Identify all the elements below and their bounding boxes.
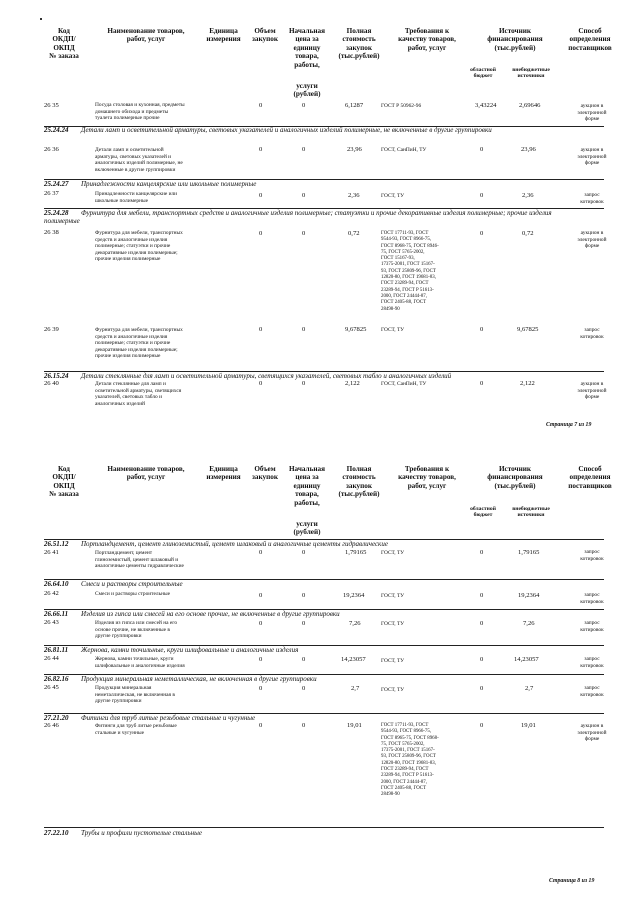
header-unit: Единица измерения bbox=[206, 27, 241, 44]
extrabudget-value: 19,2364 bbox=[518, 592, 540, 599]
section-title: Трубы и профили пустотелые стальные bbox=[81, 829, 202, 837]
header-price-services: услуги (рублей) bbox=[293, 82, 321, 99]
regional-budget-value: 0 bbox=[480, 592, 484, 599]
price-value: 0 bbox=[302, 722, 306, 729]
extrabudget-value: 2,7 bbox=[525, 685, 534, 692]
order-number: 26 45 bbox=[44, 684, 59, 691]
section-heading bbox=[44, 180, 604, 188]
header-method: Способ определения поставщиков bbox=[568, 27, 612, 52]
header-requirements: Требования к качеству товаров, работ, услуг bbox=[398, 465, 456, 490]
header-funding: Источник финансирования (тыс.рублей) bbox=[487, 27, 543, 52]
price-value: 0 bbox=[302, 380, 306, 387]
quality-requirements: ГОСТ 17711-93, ГОСТ 9544-93, ГОСТ 8966-75, ГОСТ 8965-75, ГОСТ 8968- 75, ГОСТ 5765-2002, 17375-2001, ГОСТ 15167- 93, ГОСТ 25809-96, ГОСТ 12820-80, ГОСТ 19681-83, ГОСТ 23289-94, ГОСТ 23289-94, ГОСТ Р 51613- 2000, ГОСТ 24444-87, ГОСТ 2405-88, ГОСТ 28498-90 bbox=[381, 723, 439, 798]
regional-budget-value: 0 bbox=[480, 722, 484, 729]
header-extrabudget: внебюджетные источники bbox=[512, 67, 550, 80]
extrabudget-value: 19,01 bbox=[521, 722, 536, 729]
section-code: 26.82.16 bbox=[44, 675, 69, 683]
volume-value: 0 bbox=[259, 656, 263, 663]
volume-value: 0 bbox=[259, 722, 263, 729]
section-heading bbox=[44, 372, 604, 380]
section-code: 26.64.10 bbox=[44, 580, 69, 588]
price-value: 0 bbox=[302, 192, 306, 199]
section-code: 25.24.27 bbox=[44, 180, 69, 188]
procurement-method: запрос котировок bbox=[580, 620, 604, 633]
quality-requirements: ГОСТ, ТУ bbox=[381, 550, 405, 556]
page-footer: Страница 8 из 19 bbox=[549, 878, 595, 884]
header-volume: Объем закупок bbox=[252, 27, 278, 44]
item-name: Фурнитура для мебели, транспортных средств и аналогичные изделия полимерные; статуэтки и прочие декоративные изделия полимерные; прочие изделия полимерные bbox=[95, 327, 183, 360]
item-name: Посуда столовая и кухонная, предметы домашнего обихода и предметы туалета полимерные прочие bbox=[95, 102, 185, 122]
header-cost: Полная стоимость закупок (тыс.рублей) bbox=[338, 465, 380, 499]
section-title: Фурнитура для мебели, транспортных средств и аналогичные изделия полимерные; статуэтки и прочие декоративные изделия полимерные; прочие изделия полимерные bbox=[44, 209, 552, 225]
procurement-method: запрос котировок bbox=[580, 685, 604, 698]
section-heading bbox=[44, 580, 604, 588]
regional-budget-value: 0 bbox=[480, 380, 484, 387]
quality-requirements: ГОСТ, ТУ bbox=[381, 621, 405, 627]
section-code: 25.24.28 bbox=[44, 209, 69, 217]
header-name: Наименование товаров, работ, услуг bbox=[107, 465, 185, 482]
section-title: Детали стеклянные для ламп и осветительной арматуры, светящихся указателей, световых табло и аналогичных изделий bbox=[81, 372, 452, 380]
header-requirements: Требования к качеству товаров, работ, услуг bbox=[398, 27, 456, 52]
extrabudget-value: 9,67825 bbox=[517, 326, 539, 333]
regional-budget-value: 0 bbox=[480, 192, 484, 199]
section-title: Детали ламп и осветительной арматуры, световых указателей и аналогичных изделий полимерные, не включенные в другие группировки bbox=[81, 126, 492, 134]
cost-value: 2,7 bbox=[351, 685, 360, 692]
header-code: Код ОКДП/ ОКПД № заказа bbox=[49, 465, 79, 499]
extrabudget-value: 2,69646 bbox=[519, 102, 541, 109]
procurement-method: аукцион в электронной форме bbox=[577, 230, 607, 250]
order-number: 26 43 bbox=[44, 619, 59, 626]
section-title: Фитинги для труб литые резьбовые стальные и чугунные bbox=[81, 714, 256, 722]
volume-value: 0 bbox=[259, 146, 263, 153]
volume-value: 0 bbox=[259, 685, 263, 692]
header-method: Способ определения поставщиков bbox=[568, 465, 612, 490]
cost-value: 0,72 bbox=[348, 230, 360, 237]
volume-value: 0 bbox=[259, 230, 263, 237]
regional-budget-value: 0 bbox=[480, 230, 484, 237]
header-unit: Единица измерения bbox=[206, 465, 241, 482]
order-number: 26 42 bbox=[44, 590, 59, 597]
order-number: 26 46 bbox=[44, 722, 59, 729]
regional-budget-value: 0 bbox=[480, 549, 484, 556]
cost-value: 19,01 bbox=[347, 722, 362, 729]
section-title: Жернова, камни точильные, круги шлифовальные и аналогичные изделия bbox=[81, 646, 299, 654]
regional-budget-value: 0 bbox=[480, 326, 484, 333]
header-name: Наименование товаров, работ, услуг bbox=[107, 27, 185, 44]
quality-requirements: ГОСТ, ТУ bbox=[381, 327, 405, 333]
regional-budget-value: 3,43224 bbox=[475, 102, 497, 109]
volume-value: 0 bbox=[259, 192, 263, 199]
regional-budget-value: 0 bbox=[480, 656, 484, 663]
page-footer: Страница 7 из 19 bbox=[546, 422, 592, 428]
section-title: Принадлежности канцелярские или школьные полимерные bbox=[81, 180, 257, 188]
item-name: Изделия из гипса или смесей на его основе прочие, не включенные в другие группировки bbox=[95, 620, 178, 640]
volume-value: 0 bbox=[259, 620, 263, 627]
extrabudget-value: 1,79165 bbox=[518, 549, 540, 556]
volume-value: 0 bbox=[259, 592, 263, 599]
header-regional: областной бюджет bbox=[470, 67, 496, 80]
price-value: 0 bbox=[302, 102, 306, 109]
extrabudget-value: 0,72 bbox=[522, 230, 534, 237]
section-heading bbox=[44, 646, 604, 654]
order-number: 26 40 bbox=[44, 380, 59, 387]
header-extrabudget: внебюджетные источники bbox=[512, 506, 550, 519]
volume-value: 0 bbox=[259, 380, 263, 387]
procurement-method: запрос котировок bbox=[580, 592, 604, 605]
item-name: Фитинги для труб литые резьбовые стальные и чугунные bbox=[95, 723, 177, 736]
cost-value: 2,36 bbox=[348, 192, 360, 199]
quality-requirements: ГОСТ, ТУ bbox=[381, 658, 405, 664]
header-price: Начальная цена за единицу товара, работы, bbox=[288, 465, 326, 507]
price-value: 0 bbox=[302, 326, 306, 333]
order-number: 26 36 bbox=[44, 146, 59, 153]
scan-speck bbox=[40, 18, 42, 20]
cost-value: 23,96 bbox=[347, 146, 362, 153]
section-heading bbox=[44, 540, 604, 548]
price-value: 0 bbox=[302, 592, 306, 599]
order-number: 26 37 bbox=[44, 190, 59, 197]
header-cost: Полная стоимость закупок (тыс.рублей) bbox=[338, 27, 380, 61]
cost-value: 14,23057 bbox=[341, 656, 366, 663]
quality-requirements: ГОСТ, ТУ bbox=[381, 687, 405, 693]
price-value: 0 bbox=[302, 685, 306, 692]
procurement-method: запрос котировок bbox=[580, 192, 604, 205]
header-regional: областной бюджет bbox=[470, 506, 496, 519]
order-number: 26 39 bbox=[44, 326, 59, 333]
section-code: 26.15.24 bbox=[44, 372, 69, 380]
regional-budget-value: 0 bbox=[480, 620, 484, 627]
price-value: 0 bbox=[302, 230, 306, 237]
cost-value: 2,122 bbox=[345, 380, 360, 387]
quality-requirements: ГОСТ, СанПиН, ТУ bbox=[381, 147, 427, 153]
volume-value: 0 bbox=[259, 549, 263, 556]
procurement-method: аукцион в электронной форме bbox=[577, 381, 607, 401]
extrabudget-value: 7,26 bbox=[523, 620, 535, 627]
section-heading bbox=[44, 610, 604, 618]
section-code: 26.81.11 bbox=[44, 646, 69, 654]
procurement-method: аукцион в электронной форме bbox=[577, 723, 607, 743]
section-rule bbox=[44, 827, 604, 828]
regional-budget-value: 0 bbox=[480, 685, 484, 692]
extrabudget-value: 14,23057 bbox=[514, 656, 539, 663]
section-code: 27.21.20 bbox=[44, 714, 69, 722]
procurement-method: аукцион в электронной форме bbox=[577, 103, 607, 123]
item-name: Фурнитура для мебели, транспортных средств и аналогичные изделия полимерные; статуэтки и прочие декоративные изделия полимерные; прочие изделия полимерные bbox=[95, 230, 183, 263]
quality-requirements: ГОСТ, ТУ bbox=[381, 193, 405, 199]
regional-budget-value: 0 bbox=[480, 146, 484, 153]
section-title: Смеси и растворы строительные bbox=[81, 580, 183, 588]
price-value: 0 bbox=[302, 620, 306, 627]
price-value: 0 bbox=[302, 146, 306, 153]
item-name: Детали стеклянные для ламп и осветительной арматуры, светящихся указателей, световых табло и аналогичных изделий bbox=[95, 381, 182, 407]
cost-value: 9,67825 bbox=[345, 326, 367, 333]
header-code: Код ОКДП/ ОКПД № заказа bbox=[49, 27, 79, 61]
header-price-services: услуги (рублей) bbox=[293, 520, 321, 537]
volume-value: 0 bbox=[259, 102, 263, 109]
cost-value: 7,26 bbox=[349, 620, 361, 627]
header-volume: Объем закупок bbox=[252, 465, 278, 482]
cost-value: 19,2364 bbox=[343, 592, 365, 599]
section-title: Продукция минеральная неметаллическая, не включенная в другие группировки bbox=[81, 675, 317, 683]
volume-value: 0 bbox=[259, 326, 263, 333]
extrabudget-value: 2,36 bbox=[522, 192, 534, 199]
section-heading bbox=[44, 714, 604, 722]
section-code: 26.66.11 bbox=[44, 610, 69, 618]
section-heading bbox=[44, 126, 604, 134]
cost-value: 1,79165 bbox=[345, 549, 367, 556]
order-number: 26 44 bbox=[44, 655, 59, 662]
procurement-method: запрос котировок bbox=[580, 656, 604, 669]
section-code: 25.24.24 bbox=[44, 126, 69, 134]
section-heading bbox=[44, 675, 604, 683]
extrabudget-value: 2,122 bbox=[520, 380, 535, 387]
item-name: Детали ламп и осветительной арматуры, световых указателей и аналогичных изделий полимерные, не включенные в другие группировки bbox=[95, 147, 183, 173]
procurement-method: запрос котировок bbox=[580, 327, 604, 340]
section-code: 26.51.12 bbox=[44, 540, 69, 548]
extrabudget-value: 23,96 bbox=[521, 146, 536, 153]
quality-requirements: ГОСТ Р 50962-96 bbox=[381, 103, 422, 109]
item-name: Принадлежности канцелярские или школьные полимерные bbox=[95, 191, 178, 204]
section-heading bbox=[44, 829, 604, 837]
price-value: 0 bbox=[302, 656, 306, 663]
procurement-method: аукцион в электронной форме bbox=[577, 147, 607, 167]
section-heading bbox=[44, 209, 584, 225]
price-value: 0 bbox=[302, 549, 306, 556]
quality-requirements: ГОСТ, ТУ bbox=[381, 593, 405, 599]
quality-requirements: ГОСТ, СанПиН, ТУ bbox=[381, 381, 427, 387]
item-name: Жернова, камни точильные, круги шлифовальные и аналогичные изделия bbox=[95, 656, 185, 669]
section-title: Портландцемент, цемент глиноземистый, цемент шлаковый и аналогичные цементы гидравлические bbox=[81, 540, 388, 548]
order-number: 26 38 bbox=[44, 229, 59, 236]
item-name: Продукция минеральная неметаллическая, не включенная в другие группировки bbox=[95, 685, 175, 705]
quality-requirements: ГОСТ 17711-93, ГОСТ 9544-93, ГОСТ 8966-75, ГОСТ 8968-75, ГОСТ 8946- 75, ГОСТ 5765-2002, ГОСТ 15167-93, 17375-2001, ГОСТ 15167- 93, ГОСТ 25809-96, ГОСТ 12820-80, ГОСТ 19681-83, ГОСТ 23289-94, ГОСТ 23289-94, ГОСТ Р 51613- 2000, ГОСТ 24444-87, ГОСТ 2405-88, ГОСТ 28498-90 bbox=[381, 231, 439, 312]
order-number: 26 41 bbox=[44, 549, 59, 556]
section-title: Изделия из гипса или смесей на его основе прочие, не включенные в другие группировки bbox=[81, 610, 340, 618]
header-funding: Источник финансирования (тыс.рублей) bbox=[487, 465, 543, 490]
section-code: 27.22.10 bbox=[44, 829, 69, 837]
item-name: Портландцемент, цемент глиноземистый, цемент шлаковый и аналогичные цементы гидравлические bbox=[95, 550, 184, 570]
item-name: Смеси и растворы строительные bbox=[95, 591, 170, 597]
header-price: Начальная цена за единицу товара, работы, bbox=[288, 27, 326, 69]
procurement-method: запрос котировок bbox=[580, 549, 604, 562]
cost-value: 6,1287 bbox=[345, 102, 364, 109]
order-number: 26 35 bbox=[44, 102, 59, 109]
